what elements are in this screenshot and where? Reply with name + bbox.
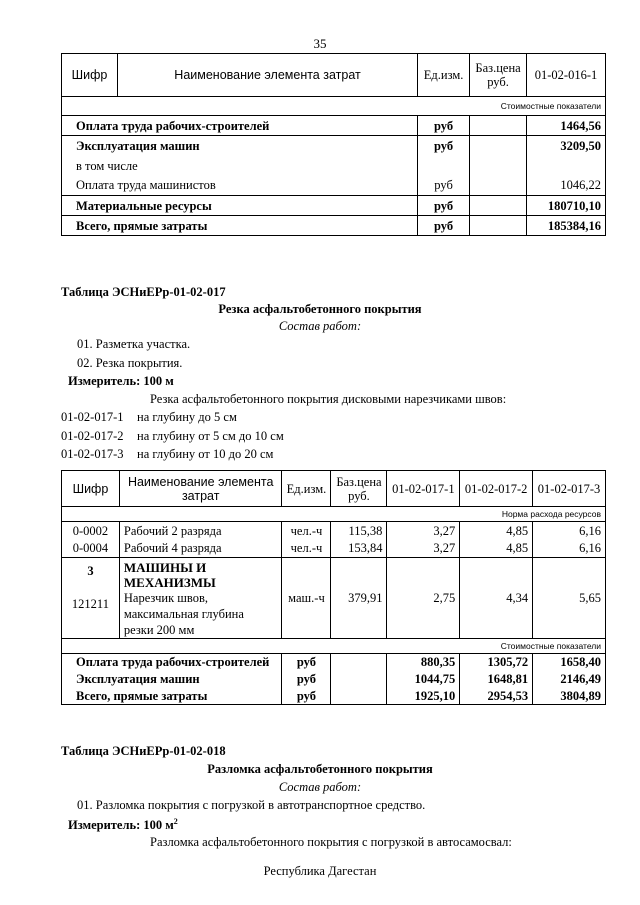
description-017: Резка асфальтобетонного покрытия дисковыми нарезчиками швов:: [150, 392, 507, 406]
works-title-018: Состав работ:: [278, 780, 362, 794]
cost-row-value-2: 1305,72: [460, 654, 533, 671]
meter-superscript: 2: [173, 817, 178, 826]
header-variant-2: 01-02-017-2: [460, 471, 533, 507]
machine-value-1: 2,75: [387, 558, 460, 639]
footer: Республика Дагестан: [263, 864, 377, 878]
variant-text: на глубину до 5 см: [137, 410, 237, 424]
work-item: 01. Разломка покрытия с погрузкой в автотранспортное средство.: [77, 798, 426, 812]
variant-code: 01-02-017-3: [61, 447, 124, 461]
header-unit: Ед.изм.: [418, 54, 470, 97]
header-code: Шифр: [62, 54, 118, 97]
row-unit: руб: [418, 136, 470, 156]
cost-row-value-1: 1044,75: [387, 671, 460, 688]
resource-value-1: 3,27: [387, 522, 460, 540]
row-unit: руб: [418, 216, 470, 236]
variant-text: на глубину от 10 до 20 см: [137, 447, 274, 461]
description-018: Разломка асфальтобетонного покрытия с погрузкой в автосамосвал:: [150, 835, 512, 849]
resource-code: 0-0002: [62, 522, 120, 540]
row-value: 1464,56: [527, 116, 606, 136]
row-name: Всего, прямые затраты: [62, 216, 418, 236]
row-name: Материальные ресурсы: [62, 196, 418, 216]
cost-row-value-2: 1648,81: [460, 671, 533, 688]
header-unit: Ед.изм.: [282, 471, 331, 507]
row-name: Эксплуатация машин: [62, 136, 418, 156]
header-code-016-1: 01-02-016-1: [527, 54, 606, 97]
cost-row-name: Всего, прямые затраты: [62, 688, 282, 705]
resource-value-1: 3,27: [387, 540, 460, 558]
resource-value-3: 6,16: [533, 522, 606, 540]
resource-unit: чел.-ч: [282, 522, 331, 540]
header-price: Баз.цена руб.: [331, 471, 387, 507]
machine-unit: маш.-ч: [282, 558, 331, 639]
row-value: 3209,50: [527, 136, 606, 156]
row-unit: руб: [418, 176, 470, 196]
machine-value-2: 4,34: [460, 558, 533, 639]
machine-code: 121211: [71, 597, 109, 611]
resource-name: Рабочий 2 разряда: [119, 522, 282, 540]
resource-unit: чел.-ч: [282, 540, 331, 558]
meter-018: [68, 817, 178, 833]
resource-value-2: 4,85: [460, 522, 533, 540]
header-price: Баз.цена руб.: [470, 54, 527, 97]
table-title-018: Таблица ЭСНиЕРр-01-02-018: [61, 744, 226, 758]
meter-text: Измеритель: 100 м: [68, 818, 174, 833]
cost-row-name: Оплата труда рабочих-строителей: [62, 654, 282, 671]
resource-price: 115,38: [331, 522, 387, 540]
machines-group-code: 3: [87, 564, 94, 578]
cost-row-value-1: 1925,10: [387, 688, 460, 705]
cost-label: Стоимостные показатели: [62, 639, 606, 654]
row-value: 185384,16: [527, 216, 606, 236]
row-unit: руб: [418, 196, 470, 216]
row-name: Оплата труда рабочих-строителей: [62, 116, 418, 136]
resource-code: 0-0004: [62, 540, 120, 558]
header-name: Наименование элемента затрат: [119, 471, 282, 507]
table-title-017: Таблица ЭСНиЕРр-01-02-017: [61, 285, 226, 299]
cost-row-unit: руб: [282, 671, 331, 688]
header-variant-1: 01-02-017-1: [387, 471, 460, 507]
resource-value-2: 4,85: [460, 540, 533, 558]
cost-row-value-2: 2954,53: [460, 688, 533, 705]
cost-row-value-3: 3804,89: [533, 688, 606, 705]
header-variant-3: 01-02-017-3: [533, 471, 606, 507]
work-item: 01. Разметка участка.: [77, 337, 191, 351]
meter-017: Измеритель: 100 м: [68, 374, 174, 388]
works-title-017: Состав работ:: [278, 319, 362, 333]
cost-row-name: Эксплуатация машин: [62, 671, 282, 688]
machine-value-3: 5,65: [533, 558, 606, 639]
row-unit: руб: [418, 116, 470, 136]
row-name: в том числе: [62, 156, 418, 176]
row-name: Оплата труда машинистов: [62, 176, 418, 196]
norm-label: Норма расхода ресурсов: [62, 507, 606, 522]
machines-group-name: МЕХАНИЗМЫ: [123, 575, 216, 590]
resource-table-017: [61, 470, 606, 705]
machine-name: максимальная глубина: [123, 607, 244, 621]
resource-name: Рабочий 4 разряда: [119, 540, 282, 558]
work-item: 02. Резка покрытия.: [77, 356, 183, 370]
page-number: 35: [313, 36, 327, 51]
row-value: 180710,10: [527, 196, 606, 216]
variant-code: 01-02-017-2: [61, 429, 124, 443]
resource-price: 153,84: [331, 540, 387, 558]
table-subtitle-018: Разломка асфальтобетонного покрытия: [207, 762, 433, 776]
machine-name: резки 200 мм: [123, 623, 195, 637]
section-label: Стоимостные показатели: [62, 97, 606, 116]
cost-row-unit: руб: [282, 654, 331, 671]
table-subtitle-017: Резка асфальтобетонного покрытия: [218, 302, 422, 316]
row-value: 1046,22: [527, 176, 606, 196]
cost-row-value-1: 880,35: [387, 654, 460, 671]
cost-table-016: [61, 53, 606, 236]
cost-row-value-3: 2146,49: [533, 671, 606, 688]
machine-name: Нарезчик швов,: [123, 591, 209, 605]
variant-text: на глубину от 5 см до 10 см: [137, 429, 284, 443]
variant-code: 01-02-017-1: [61, 410, 124, 424]
header-name: Наименование элемента затрат: [117, 54, 417, 97]
machine-price: 379,91: [331, 558, 387, 639]
machines-group-name: МАШИНЫ И: [123, 560, 207, 575]
cost-row-value-3: 1658,40: [533, 654, 606, 671]
header-code: Шифр: [62, 471, 120, 507]
resource-value-3: 6,16: [533, 540, 606, 558]
cost-row-unit: руб: [282, 688, 331, 705]
